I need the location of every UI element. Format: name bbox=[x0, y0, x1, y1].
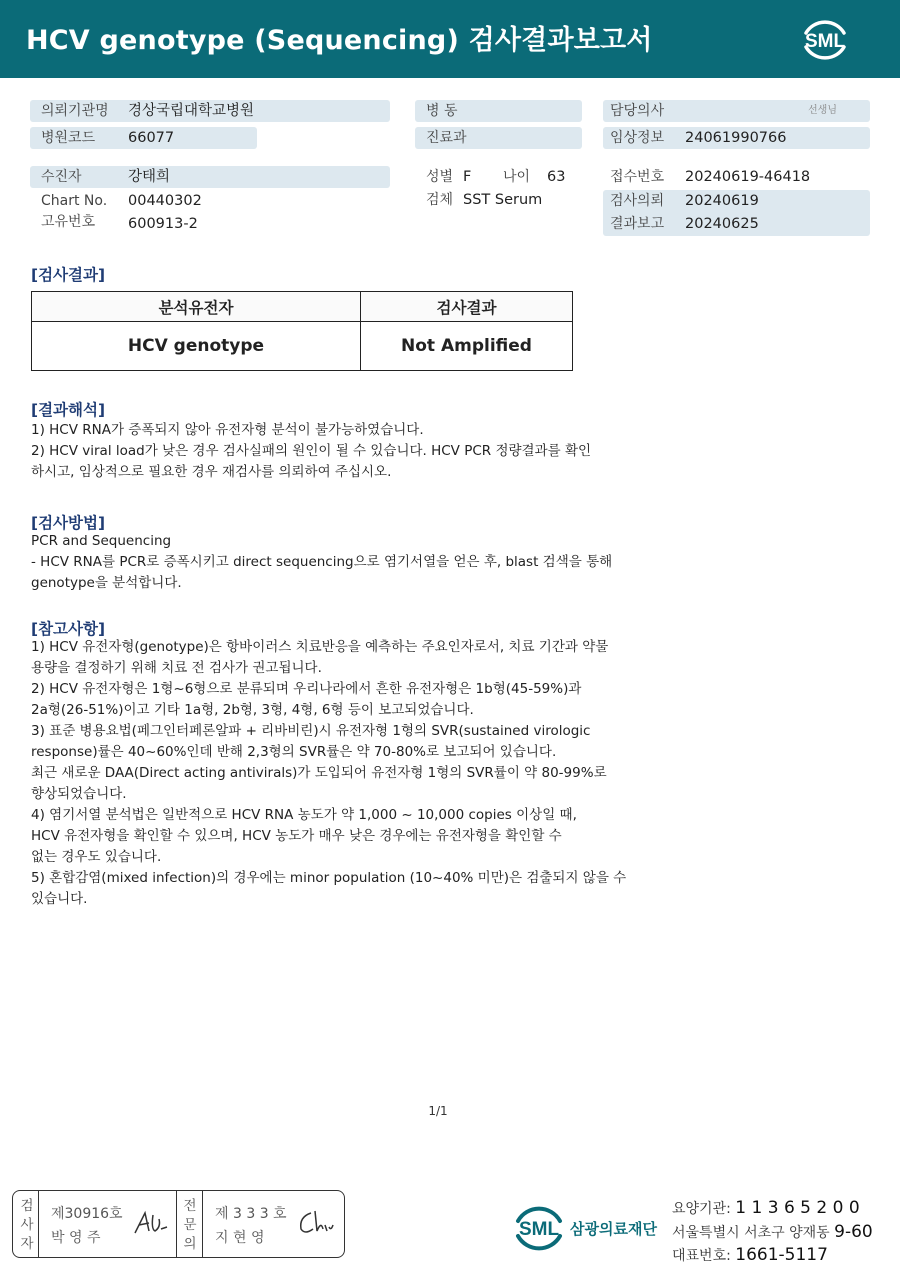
clinical-value: 24061990766 bbox=[685, 130, 787, 146]
report-title: HCV genotype (Sequencing) 검사결과보고서 bbox=[26, 25, 653, 56]
sex-label: 성별 bbox=[426, 169, 454, 185]
reference-line: 2a형(26-51%)이고 기타 1a형, 2b형, 3형, 4형, 6형 등이 보고되었습니다. bbox=[31, 702, 474, 718]
report-date-label: 결과보고 bbox=[610, 216, 665, 232]
reference-line: 3) 표준 병용요법(페그인터페론알파 + 리바비린)시 유전자형 1형의 SVR(sustained virologic bbox=[31, 723, 591, 739]
unique-id-value: 600913-2 bbox=[128, 216, 198, 232]
hospital-code-label: 병원코드 bbox=[41, 130, 96, 146]
footer-phone bbox=[672, 1245, 828, 1265]
receipt-label: 접수번호 bbox=[610, 169, 665, 185]
institution-value: 경상국립대학교병원 bbox=[128, 103, 255, 119]
specialist-license-no: 제 3 3 3 호 bbox=[215, 1206, 287, 1222]
footer-org-name: 삼광의료재단 bbox=[570, 1220, 657, 1238]
examiner-signature-icon bbox=[131, 1209, 171, 1239]
doctor-label: 담당의사 bbox=[610, 103, 665, 119]
reference-line: 용량을 결정하기 위해 치료 전 검사가 권고됩니다. bbox=[31, 660, 322, 676]
page-number: 1/1 bbox=[428, 1104, 448, 1118]
specimen-value: SST Serum bbox=[463, 192, 543, 208]
method-line: PCR and Sequencing bbox=[31, 533, 172, 549]
interpretation-line: 1) HCV RNA가 증폭되지 않아 유전자형 분석이 불가능하였습니다. bbox=[31, 422, 424, 438]
request-value: 20240619 bbox=[685, 193, 759, 209]
reference-line: 4) 염기서열 분석법은 일반적으로 HCV RNA 농도가 약 1,000 ~ 10,000 copies 이상일 때, bbox=[31, 807, 577, 823]
reference-line: 없는 경우도 있습니다. bbox=[31, 849, 162, 865]
footer-address bbox=[672, 1222, 873, 1242]
sex-value: F bbox=[463, 169, 472, 185]
gene-cell: HCV genotype bbox=[32, 322, 361, 371]
chart-no-label: Chart No. bbox=[41, 193, 108, 209]
result-section-title: [검사결과] bbox=[31, 266, 106, 284]
footer-code-label: 요양기관: bbox=[672, 1201, 731, 1217]
doctor-suffix: 선생님 bbox=[808, 105, 837, 116]
reference-line: HCV 유전자형을 확인할 수 있으며, HCV 농도가 매우 낮은 경우에는 유전자형을 확인할 수 bbox=[31, 828, 562, 844]
reference-section-title: [참고사항] bbox=[31, 620, 106, 638]
footer-address-text: 서울특별시 서초구 양재동 bbox=[672, 1225, 830, 1241]
institution-label: 의뢰기관명 bbox=[41, 103, 109, 119]
patient-name-label: 수진자 bbox=[41, 169, 82, 185]
reference-line: 1) HCV 유전자형(genotype)은 항바이러스 치료반응을 예측하는 주요인자로서, 치료 기간과 약물 bbox=[31, 639, 609, 655]
examiner-label: 검 사 자 bbox=[20, 1198, 34, 1252]
specialist-name: 지 현 영 bbox=[215, 1230, 265, 1246]
hospital-code-value: 66077 bbox=[128, 130, 175, 146]
specimen-label: 검체 bbox=[426, 192, 454, 208]
reference-line: 5) 혼합감염(mixed infection)의 경우에는 minor population (10~40% 미만)은 검출되지 않을 수 bbox=[31, 870, 627, 886]
unique-id-label: 고유번호 bbox=[41, 214, 96, 230]
reference-text bbox=[31, 637, 626, 910]
method-line: - HCV RNA를 PCR로 증폭시키고 direct sequencing으로 염기서열을 얻은 후, blast 검색을 통해 bbox=[31, 554, 613, 570]
clinical-label: 임상정보 bbox=[610, 130, 665, 146]
result-column-header: 검사결과 bbox=[361, 292, 573, 322]
footer-phone-value: 1661-5117 bbox=[735, 1245, 828, 1265]
interpretation-section-title: [결과해석] bbox=[31, 401, 106, 419]
table-row bbox=[32, 322, 573, 371]
method-text bbox=[31, 531, 612, 594]
patient-name-value: 강태희 bbox=[128, 169, 171, 185]
reference-line: 최근 새로운 DAA(Direct acting antivirals)가 도입되어 유전자형 1형의 SVR률이 약 80-99%로 bbox=[31, 765, 607, 781]
request-label: 검사의뢰 bbox=[610, 193, 665, 209]
interpretation-line: 2) HCV viral load가 낮은 경우 검사실패의 원인이 될 수 있습니다. HCV PCR 정량결과를 확인 bbox=[31, 443, 592, 459]
method-section-title: [검사방법] bbox=[31, 514, 106, 532]
sml-footer-logo-icon bbox=[510, 1200, 568, 1256]
svg-text:SML: SML bbox=[518, 1219, 560, 1240]
reference-line: response)률은 40~60%인데 반해 2,3형의 SVR률은 약 70-80%로 보고되어 있습니다. bbox=[31, 744, 557, 760]
result-table-header bbox=[32, 292, 573, 322]
result-cell: Not Amplified bbox=[361, 322, 573, 371]
age-label: 나이 bbox=[503, 169, 531, 185]
result-table bbox=[31, 291, 573, 371]
examiner-name: 박 영 주 bbox=[51, 1230, 101, 1246]
svg-text:SML: SML bbox=[804, 31, 846, 52]
age-value: 63 bbox=[547, 169, 566, 185]
report-header bbox=[0, 0, 900, 78]
report-date-value: 20240625 bbox=[685, 216, 759, 232]
signature-box bbox=[12, 1190, 345, 1258]
footer-code-value: 1 1 3 6 5 2 0 0 bbox=[735, 1198, 860, 1218]
footer-phone-label: 대표번호: bbox=[672, 1248, 731, 1264]
dept-label: 진료과 bbox=[426, 130, 467, 146]
patient-name-row bbox=[30, 166, 390, 188]
gene-column-header: 분석유전자 bbox=[32, 292, 361, 322]
reference-line: 있습니다. bbox=[31, 891, 88, 907]
chart-no-value: 00440302 bbox=[128, 193, 202, 209]
ward-label: 병 동 bbox=[426, 103, 458, 119]
method-line: genotype을 분석합니다. bbox=[31, 575, 182, 591]
examiner-license-no: 제30916호 bbox=[51, 1206, 123, 1222]
sml-logo-icon bbox=[798, 13, 852, 67]
reference-line: 향상되었습니다. bbox=[31, 786, 127, 802]
specialist-signature-icon bbox=[295, 1207, 335, 1239]
footer-institution-code bbox=[672, 1198, 860, 1218]
receipt-value: 20240619-46418 bbox=[685, 169, 811, 185]
footer-address-no: 9-60 bbox=[834, 1222, 873, 1242]
interpretation-line: 하시고, 임상적으로 필요한 경우 재검사를 의뢰하여 주십시오. bbox=[31, 464, 392, 480]
interpretation-text bbox=[31, 420, 591, 483]
specialist-label: 전 문 의 bbox=[183, 1198, 197, 1252]
reference-line: 2) HCV 유전자형은 1형~6형으로 분류되며 우리나라에서 흔한 유전자형은 1b형(45-59%)과 bbox=[31, 681, 582, 697]
